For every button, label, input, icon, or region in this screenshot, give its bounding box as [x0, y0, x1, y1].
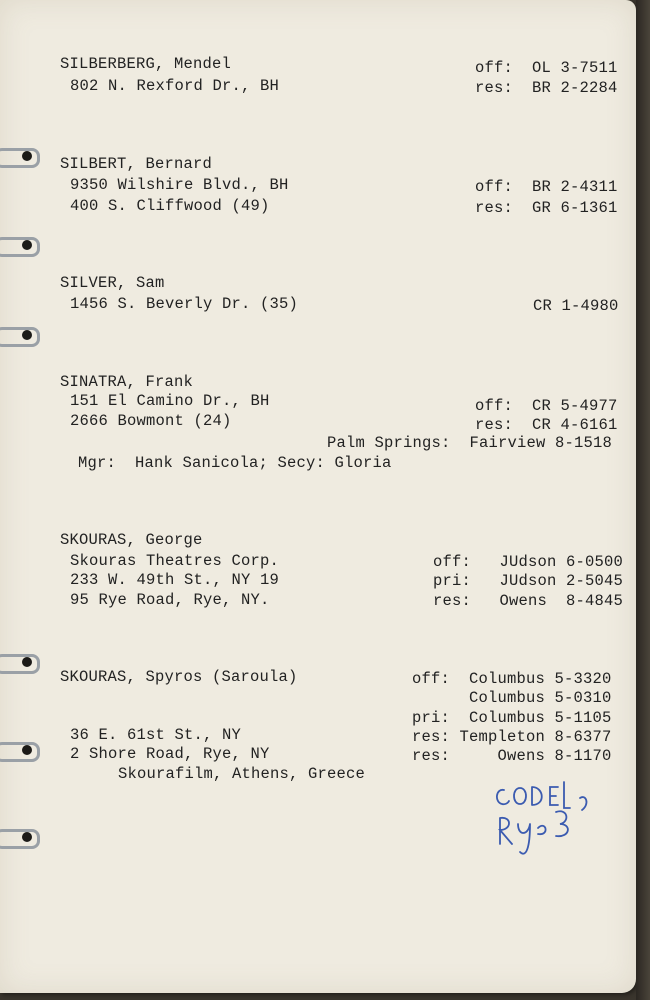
binder-ring: [0, 237, 40, 257]
entry-address: 1456 S. Beverly Dr. (35): [70, 295, 299, 313]
entry-phone: res: GR 6-1361: [475, 199, 618, 217]
entry-address: 9350 Wilshire Blvd., BH: [70, 176, 289, 194]
binder-ring: [0, 148, 40, 168]
entry-phone: res: CR 4-6161: [475, 416, 618, 434]
entry-address: 400 S. Cliffwood (49): [70, 197, 270, 215]
entry-address: 2666 Bowmont (24): [70, 412, 232, 430]
entry-phone: res: BR 2-2284: [475, 79, 618, 97]
entry-phone: Columbus 5-0310: [469, 689, 612, 707]
entry-name: SINATRA, Frank: [60, 373, 194, 391]
handwritten-note: [490, 778, 610, 868]
entry-phone: off: CR 5-4977: [475, 397, 618, 415]
entry-address: 151 El Camino Dr., BH: [70, 392, 270, 410]
entry-address: Skouras Theatres Corp.: [70, 552, 280, 570]
entry-address: 802 N. Rexford Dr., BH: [70, 77, 280, 95]
entry-name: SKOURAS, George: [60, 531, 203, 549]
entry-phone: CR 1-4980: [533, 297, 619, 315]
entry-phone: res: Owens 8-4845: [433, 592, 624, 610]
entry-phone: off: Columbus 5-3320: [412, 670, 612, 688]
entry-phone: off: BR 2-4311: [475, 178, 618, 196]
entry-phone: off: JUdson 6-0500: [433, 553, 624, 571]
entry-phone: res: Owens 8-1170: [412, 747, 612, 765]
entry-phone-palm-springs: Palm Springs: Fairview 8-1518: [327, 434, 613, 452]
entry-phone: res: Templeton 8-6377: [412, 728, 612, 746]
binder-ring: [0, 327, 40, 347]
entry-name: SKOURAS, Spyros (Saroula): [60, 668, 298, 686]
entry-name: SILBERBERG, Mendel: [60, 55, 232, 73]
book-edge: [636, 0, 650, 1000]
binder-ring: [0, 829, 40, 849]
entry-address: 95 Rye Road, Rye, NY.: [70, 591, 270, 609]
binder-ring: [0, 742, 40, 762]
entry-manager: Mgr: Hank Sanicola; Secy: Gloria: [78, 454, 392, 472]
entry-phone: off: OL 3-7511: [475, 59, 618, 77]
binder-ring: [0, 654, 40, 674]
entry-name: SILVER, Sam: [60, 274, 165, 292]
entry-phone: pri: JUdson 2-5045: [433, 572, 624, 590]
entry-address: 36 E. 61st St., NY: [70, 726, 242, 744]
entry-name: SILBERT, Bernard: [60, 155, 213, 173]
entry-phone: pri: Columbus 5-1105: [412, 709, 612, 727]
entry-address: 233 W. 49th St., NY 19: [70, 571, 280, 589]
entry-address: 2 Shore Road, Rye, NY: [70, 745, 270, 763]
entry-address: Skourafilm, Athens, Greece: [118, 765, 366, 783]
